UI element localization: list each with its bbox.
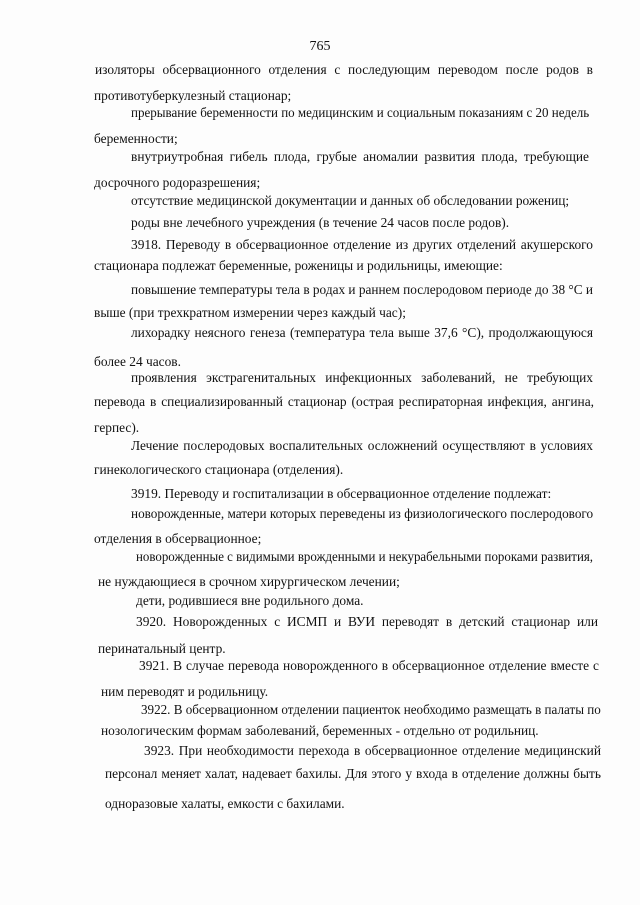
text-line: Лечение послеродовых воспалительных осложнений осуществляют в условиях (131, 438, 593, 453)
text-line: не нуждающиеся в срочном хирургическом лечении; (98, 574, 400, 589)
text-line: перевода в специализированный стационар (острая респираторная инфекция, ангина, (94, 394, 594, 409)
text-line: ним переводят и родильницу. (101, 684, 269, 699)
text-line: 3920. Новорожденных с ИСМП и ВУИ переводят в детский стационар или (136, 614, 598, 629)
text-line: повышение температуры тела в родах и раннем послеродовом периоде до 38 °С и (131, 282, 593, 297)
text-line: нозологическим формам заболеваний, беременных - отдельно от родильниц. (101, 723, 539, 738)
text-line: беременности; (94, 131, 178, 146)
text-line: отсутствие медицинской документации и данных об обследовании рожениц; (131, 193, 570, 208)
text-line: 3918. Переводу в обсервационное отделение из других отделений акушерского (131, 237, 593, 252)
text-line: стационара подлежат беременные, роженицы и родильницы, имеющие: (94, 258, 503, 273)
text-line: новорожденные, матери которых переведены из физиологического послеродового (131, 506, 594, 521)
text-line: изоляторы обсервационного отделения с последующим переводом после родов в (95, 62, 593, 77)
text-line: 3921. В случае перевода новорожденного в обсервационное отделение вместе с (139, 658, 599, 673)
text-line: отделения в обсервационное; (94, 531, 262, 546)
text-line: новорожденные с видимыми врожденными и некурабельными пороками развития, (136, 549, 594, 564)
text-line: одноразовые халаты, емкости с бахилами. (105, 796, 345, 811)
text-line: роды вне лечебного учреждения (в течение 24 часов после родов). (131, 215, 510, 230)
text-line: досрочного родоразрешения; (94, 175, 261, 190)
text-line: более 24 часов. (94, 354, 181, 369)
text-line: прерывание беременности по медицинским и социальным показаниям с 20 недель (131, 105, 590, 120)
text-line: 3919. Переводу и госпитализации в обсервационное отделение подлежат: (131, 486, 552, 501)
text-line: 3923. При необходимости перехода в обсервационное отделение медицинский (144, 743, 601, 758)
page-number: 765 (309, 39, 331, 54)
text-line: проявления экстрагенитальных инфекционных заболеваний, не требующих (131, 370, 593, 385)
text-line: 3922. В обсервационном отделении пациенток необходимо размещать в палаты по (141, 702, 601, 717)
text-line: персонал меняет халат, надевает бахилы. Для этого у входа в отделение должны быть (105, 766, 601, 781)
text-line: внутриутробная гибель плода, грубые аномалии развития плода, требующие (131, 149, 589, 164)
text-line: гинекологического стационара (отделения). (94, 462, 344, 477)
text-line: противотуберкулезный стационар; (94, 88, 292, 103)
text-line: дети, родившиеся вне родильного дома. (136, 593, 364, 608)
text-line: перинатальный центр. (98, 641, 226, 656)
text-line: выше (при трехкратном измерении через каждый час); (94, 305, 406, 320)
text-line: герпес). (94, 420, 140, 435)
text-line: лихорадку неясного генеза (температура тела выше 37,6 °С), продолжающуюся (131, 325, 593, 340)
